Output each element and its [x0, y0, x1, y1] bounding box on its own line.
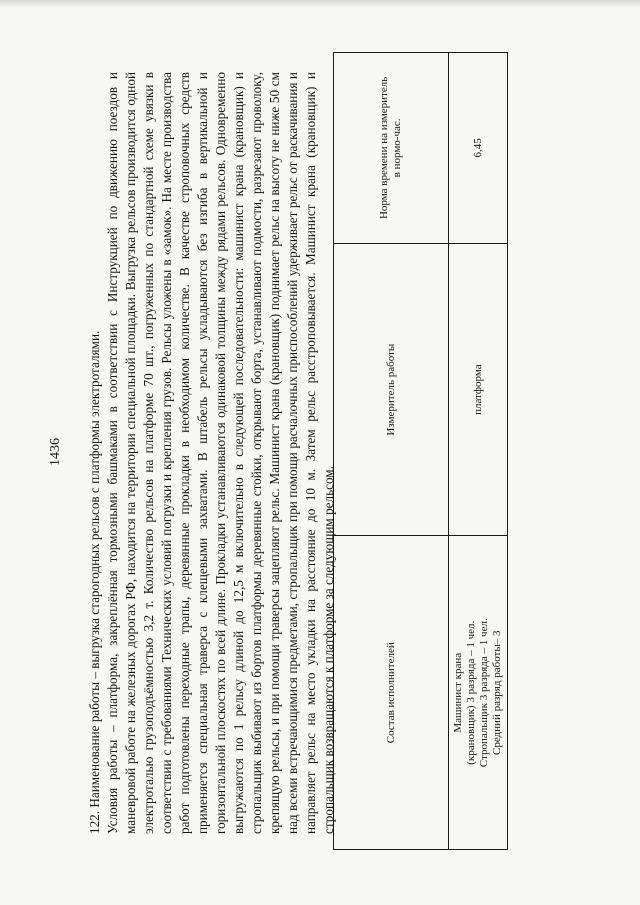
- composition-line: (крановщик) 3 разряда – 1 чел.: [465, 620, 477, 765]
- header-composition: Состав исполнителей: [334, 536, 449, 850]
- composition-line: Машинист крана: [452, 652, 464, 733]
- cell-unit: платформа: [449, 243, 508, 536]
- cell-norm: 6,45: [449, 53, 508, 244]
- rotated-page: [48, 42, 608, 862]
- header-norm: Норма времени на измеритель в нормо-час.: [334, 53, 449, 244]
- norm-table: [333, 52, 508, 850]
- cell-composition: [449, 536, 508, 850]
- section-heading: 122. Наименование работы – выгрузка старогодных рельсов с платформы электроталями.: [87, 330, 102, 834]
- page-number: 1436: [48, 438, 63, 466]
- scan-edge: [0, 0, 640, 8]
- composition-line: Средний разряд работы– 3: [491, 630, 503, 755]
- header-unit: Измеритель работы: [334, 243, 449, 536]
- composition-line: Стропальщик 3 разряда – 1 чел.: [478, 618, 490, 768]
- work-conditions-paragraph: Условия работы – платформа, закреплённая тормозными башмаками в соответствии с Инструкцией по движению поездов и маневровой работе на железных дорогах РФ, находится на территории специальной площадки. Выгрузка рельсов производится одной электроталью грузоподъёмностью 3,2 т. Количество рельсов на платформе 70 шт., погруженных по стандартной схеме увязки в соответствии с требованиями Технических условий погрузки и крепления грузов. Рельсы уложены в «замок». На месте производства работ подготовлены переходные трапы, деревянные прокладки в необходимом количестве. В качестве строповочных средств применяется специальная траверса с клещевыми захватами. В штабель рельсы укладываются без изгиба в вертикальной и горизонтальной плоскостях по всей длине. Прокладки устанавливаются одинаковой толщины между рядами рельсов. Одновременно выгружаются по 1 рельсу длиной до 12,5 м включительно в следующей последовательности: машинист крана (крановщик) и стропальщик выбивают из бортов платформы деревянные стойки, открывают борта, устанавливают подмости, разрезают проволоку, крепящую рельсы, и при помощи траверсы зацепляют рельс. Машинист крана (крановщик) поднимает рельс на высоту не ниже 50 см над всеми встречающимися предметами, стропальщик при помощи расчалочных приспособлений удерживает рельс от раскачивания и направляет рельс на место укладки на расстояние до 10 м. Затем рельс расстроповывается. Машинист крана (крановщик) и стропальщик возвращаются к платформе за следующим рельсом.: [105, 72, 336, 834]
- table-row: [449, 53, 508, 850]
